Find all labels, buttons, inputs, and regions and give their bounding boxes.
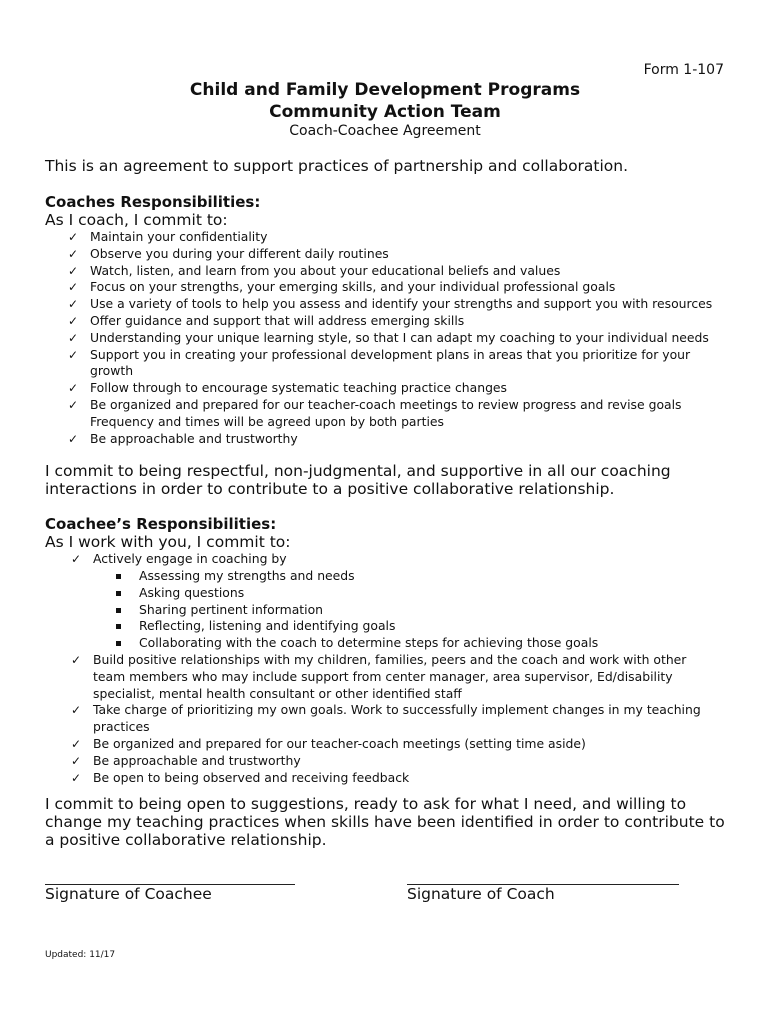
intro-text: This is an agreement to support practices of partnership and collaboration.: [45, 157, 629, 175]
list-item: ✓ Maintain your confidentiality: [68, 229, 268, 244]
list-item: ✓ Take charge of prioritizing my own goals. Work to successfully implement changes in my teaching practices: [71, 702, 701, 735]
list-item: ✓ Offer guidance and support that will address emerging skills: [68, 312, 465, 328]
list-item: ✓ Understanding your unique learning style, so that I can adapt my coaching to your individual needs: [68, 329, 709, 345]
coaches-commit: As I coach, I commit to:: [45, 211, 228, 229]
coachee-closing: I commit to being open to suggestions, ready to ask for what I need, and willing to change my teaching practices when skills have been identified in order to contribute to a positive collaborative relationship.: [45, 795, 725, 849]
check-icon: ✓: [68, 347, 79, 362]
list-item: ✓ Focus on your strengths, your emerging skills, and your individual professional goals: [68, 279, 616, 295]
square-bullet-icon: [116, 574, 121, 579]
sub-list-item: Collaborating with the coach to determine steps for achieving those goals: [116, 635, 716, 652]
list-item: ✓ Be open to being observed and receiving feedback: [71, 769, 410, 785]
list-item: ✓ Be organized and prepared for our teacher-coach meetings to review progress and revise goals Frequency and times will be agreed upon by both parties: [68, 396, 682, 429]
square-bullet-icon: [116, 591, 121, 596]
check-icon: ✓: [68, 297, 79, 312]
check-icon: ✓: [68, 246, 79, 261]
list-item: ✓ Be approachable and trustworthy: [68, 430, 298, 446]
coachee-list: [71, 652, 711, 786]
check-icon: ✓: [71, 552, 82, 566]
check-icon: ✓: [68, 263, 79, 278]
form-number: Form 1-107: [643, 62, 724, 78]
updated-date: Updated: 11/17: [45, 950, 116, 960]
list-item: ✓ Use a variety of tools to help you assess and identify your strengths and support you with resources: [68, 296, 713, 312]
check-icon: ✓: [71, 770, 82, 785]
agreement-name: Coach-Coachee Agreement: [289, 123, 481, 139]
check-icon: ✓: [68, 381, 79, 396]
coachee-commit: As I work with you, I commit to:: [45, 533, 291, 551]
list-item: ✓ Be organized and prepared for our teacher-coach meetings (setting time aside): [71, 735, 586, 751]
check-icon: ✓: [68, 431, 79, 446]
square-bullet-icon: [116, 608, 121, 613]
check-icon: ✓: [71, 736, 82, 751]
check-icon: ✓: [71, 753, 82, 768]
check-icon: ✓: [71, 703, 82, 718]
sub-list-item: Assessing my strengths and needs: [116, 568, 716, 585]
check-icon: ✓: [68, 313, 79, 328]
coachee-heading: Coachee’s Responsibilities:: [45, 515, 277, 533]
list-item: ✓ Observe you during your different daily routines: [68, 245, 389, 261]
list-item: ✓ Watch, listen, and learn from you about your educational beliefs and values: [68, 262, 561, 278]
square-bullet-icon: [116, 624, 121, 629]
coaches-list: [68, 229, 738, 447]
page-subtitle-team: Community Action Team: [269, 102, 501, 122]
sub-list-item: Reflecting, listening and identifying goals: [116, 618, 716, 635]
check-icon: ✓: [68, 330, 79, 345]
sub-list-item: Sharing pertinent information: [116, 602, 716, 619]
sub-list-item: Asking questions: [116, 585, 716, 602]
check-icon: ✓: [68, 397, 79, 412]
coaches-closing: I commit to being respectful, non-judgmental, and supportive in all our coaching interactions in order to contribute to a positive collaborative relationship.: [45, 462, 671, 498]
check-icon: ✓: [68, 230, 79, 244]
list-item: ✓ Build positive relationships with my children, families, peers and the coach and work with other team members who may include support from center manager, area supervisor, Ed/disability specialist, mental health consultant or other identified staff: [71, 652, 687, 701]
check-icon: ✓: [71, 653, 82, 667]
list-item: ✓ Be approachable and trustworthy: [71, 752, 301, 768]
coachee-signature-label: Signature of Coachee: [45, 885, 212, 903]
check-icon: ✓: [68, 280, 79, 295]
square-bullet-icon: [116, 641, 121, 646]
coaches-heading: Coaches Responsibilities:: [45, 193, 261, 211]
coachee-sublist: [116, 568, 716, 652]
page-title: Child and Family Development Programs: [189, 80, 581, 100]
list-item: ✓ Support you in creating your professional development plans in areas that you prioritize for your growth: [68, 346, 691, 379]
coach-signature-label: Signature of Coach: [407, 885, 555, 903]
list-item: ✓ Follow through to encourage systematic teaching practice changes: [68, 380, 508, 396]
coachee-list-first: [71, 551, 711, 568]
list-item: ✓ Actively engage in coaching by: [71, 551, 287, 566]
